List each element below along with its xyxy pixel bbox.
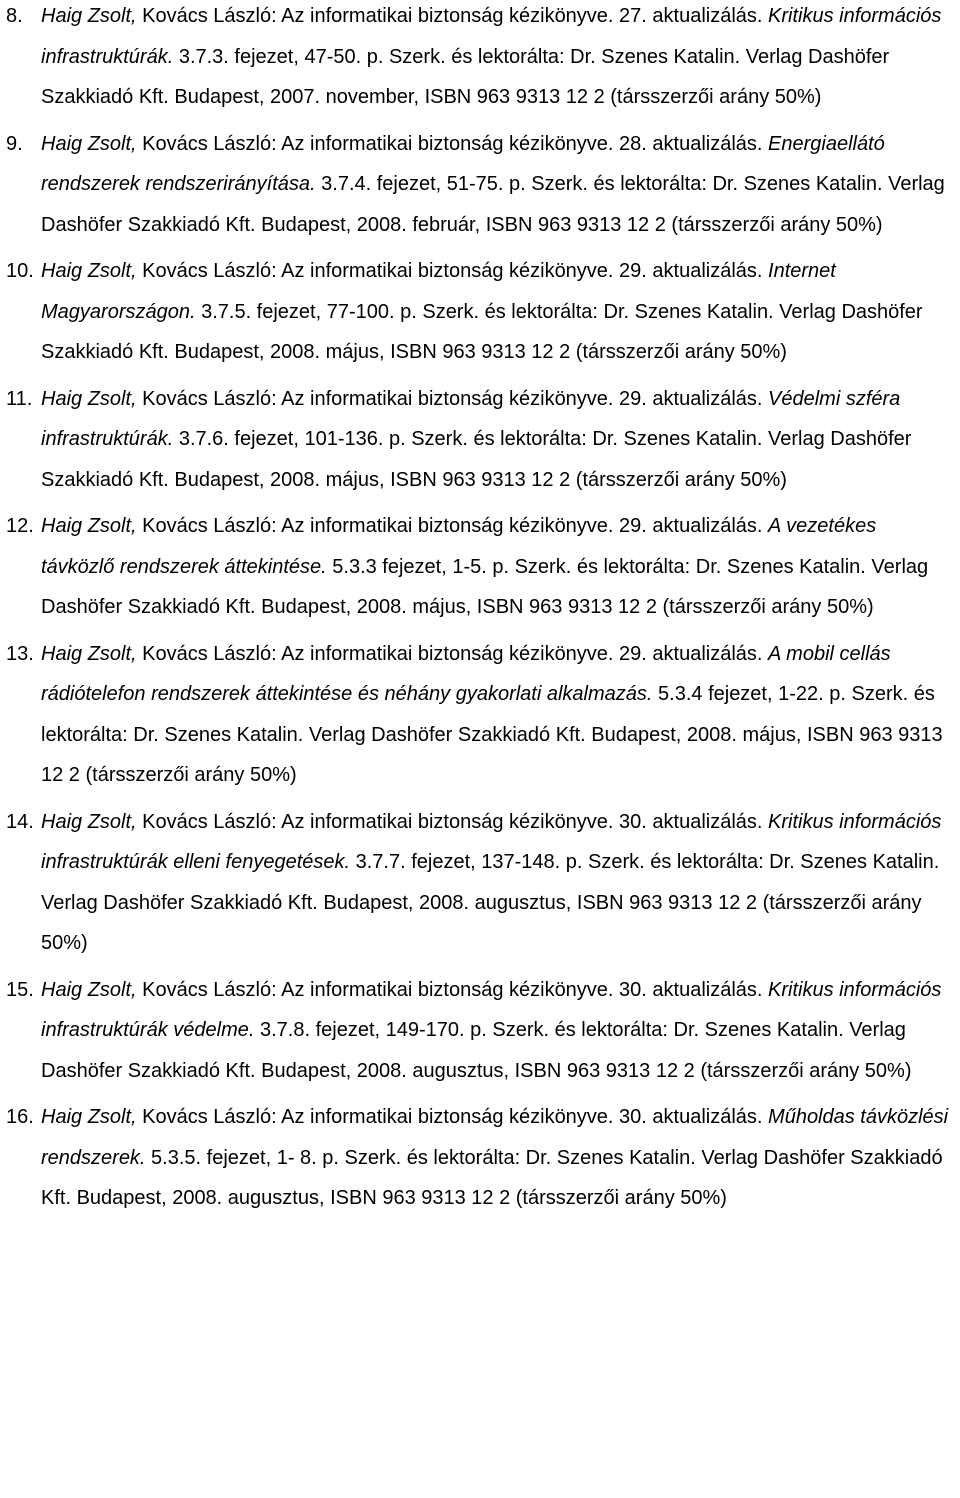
reference-details: 3.7.3. fejezet, 47-50. p. Szerk. és lektorálta: Dr. Szenes Katalin. Verlag Dashöfer Szakkiadó Kft. Budapest, 2007. november, ISBN 963 9313 12 2 (társszerzői arány 50%) [41, 45, 890, 108]
reference-source: Kovács László: Az informatikai biztonság kézikönyve. 29. aktualizálás. [136, 387, 769, 410]
reference-title: Kritikus információs infrastruktúrák. [41, 5, 942, 68]
reference-title: Kritikus információs infrastruktúrák elleni fenyegetések. [41, 810, 942, 873]
reference-number: 9. [6, 132, 23, 155]
reference-title: Védelmi szféra infrastruktúrák. [41, 387, 901, 450]
reference-text [41, 124, 952, 246]
reference-text [41, 1097, 952, 1219]
reference-item [0, 802, 960, 964]
reference-item [0, 634, 960, 796]
reference-number: 14. [6, 810, 34, 833]
reference-title: A mobil cellás rádiótelefon rendszerek áttekintése és néhány gyakorlati alkalmazás. [41, 642, 891, 705]
reference-details: 3.7.8. fejezet, 149-170. p. Szerk. és lektorálta: Dr. Szenes Katalin. Verlag Dashöfer Szakkiadó Kft. Budapest, 2008. augusztus, ISBN 963 9313 12 2 (társszerzői arány 50%) [41, 1019, 912, 1082]
reference-details: 3.7.7. fejezet, 137-148. p. Szerk. és lektorálta: Dr. Szenes Katalin. Verlag Dashöfer Szakkiadó Kft. Budapest, 2008. augusztus, ISBN 963 9313 12 2 (társszerzői arány 50%) [41, 851, 940, 954]
reference-text [41, 634, 952, 796]
reference-details: 5.3.5. fejezet, 1- 8. p. Szerk. és lektorálta: Dr. Szenes Katalin. Verlag Dashöfer Szakkiadó Kft. Budapest, 2008. augusztus, ISBN 963 9313 12 2 (társszerzői arány 50%) [41, 1146, 943, 1209]
reference-details: 5.3.3 fejezet, 1-5. p. Szerk. és lektorálta: Dr. Szenes Katalin. Verlag Dashöfer Szakkiadó Kft. Budapest, 2008. május, ISBN 963 9313 12 2 (társszerzői arány 50%) [41, 555, 929, 618]
reference-number: 15. [6, 978, 34, 1001]
reference-source: Kovács László: Az informatikai biztonság kézikönyve. 29. aktualizálás. [136, 642, 769, 665]
reference-text [41, 379, 952, 501]
reference-number: 16. [6, 1106, 34, 1128]
reference-item [0, 0, 960, 118]
reference-author: Haig Zsolt, [41, 978, 137, 1001]
reference-item [0, 251, 960, 373]
reference-author: Haig Zsolt, [41, 132, 137, 155]
reference-text [41, 970, 952, 1092]
reference-details: 5.3.4 fejezet, 1-22. p. Szerk. és lektorálta: Dr. Szenes Katalin. Verlag Dashöfer Szakkiadó Kft. Budapest, 2008. május, ISBN 963 9313 12 2 (társszerzői arány 50%) [41, 683, 943, 786]
reference-author: Haig Zsolt, [41, 5, 137, 27]
reference-author: Haig Zsolt, [41, 1106, 137, 1128]
reference-text [41, 251, 952, 373]
reference-author: Haig Zsolt, [41, 810, 137, 833]
reference-number: 8. [6, 5, 23, 27]
reference-title: Kritikus információs infrastruktúrák védelme. [41, 978, 942, 1041]
reference-author: Haig Zsolt, [41, 260, 137, 282]
reference-title: Energiaellátó rendszerek rendszerirányítása. [41, 132, 885, 195]
reference-number: 13. [6, 642, 34, 665]
reference-text [41, 0, 952, 118]
reference-source: Kovács László: Az informatikai biztonság kézikönyve. 29. aktualizálás. [136, 260, 769, 282]
reference-title: Műholdas távközlési rendszerek. [41, 1106, 949, 1169]
reference-text [41, 506, 952, 628]
reference-source: Kovács László: Az informatikai biztonság kézikönyve. 30. aktualizálás. [136, 978, 769, 1001]
reference-details: 3.7.4. fejezet, 51-75. p. Szerk. és lektorálta: Dr. Szenes Katalin. Verlag Dashöfer Szakkiadó Kft. Budapest, 2008. február, ISBN 963 9313 12 2 (társszerzői arány 50%) [41, 173, 945, 236]
reference-source: Kovács László: Az informatikai biztonság kézikönyve. 27. aktualizálás. [136, 5, 769, 27]
reference-item [0, 124, 960, 246]
reference-item [0, 379, 960, 501]
reference-author: Haig Zsolt, [41, 642, 137, 665]
reference-source: Kovács László: Az informatikai biztonság kézikönyve. 30. aktualizálás. [136, 810, 769, 833]
reference-author: Haig Zsolt, [41, 387, 137, 410]
reference-source: Kovács László: Az informatikai biztonság kézikönyve. 28. aktualizálás. [136, 132, 769, 155]
reference-title: Internet Magyarországon. [41, 260, 836, 323]
reference-details: 3.7.6. fejezet, 101-136. p. Szerk. és lektorálta: Dr. Szenes Katalin. Verlag Dashöfer Szakkiadó Kft. Budapest, 2008. május, ISBN 963 9313 12 2 (társszerzői arány 50%) [41, 428, 912, 491]
reference-item [0, 970, 960, 1092]
reference-number: 11. [6, 387, 33, 410]
reference-item [0, 506, 960, 628]
reference-number: 12. [6, 515, 34, 537]
reference-details: 3.7.5. fejezet, 77-100. p. Szerk. és lektorálta: Dr. Szenes Katalin. Verlag Dashöfer Szakkiadó Kft. Budapest, 2008. május, ISBN 963 9313 12 2 (társszerzői arány 50%) [41, 300, 923, 363]
reference-title: A vezetékes távközlő rendszerek áttekintése. [41, 515, 877, 578]
reference-author: Haig Zsolt, [41, 515, 137, 537]
reference-number: 10. [6, 260, 34, 282]
reference-text [41, 802, 952, 964]
reference-source: Kovács László: Az informatikai biztonság kézikönyve. 30. aktualizálás. [136, 1106, 769, 1128]
reference-item [0, 1097, 960, 1219]
reference-source: Kovács László: Az informatikai biztonság kézikönyve. 29. aktualizálás. [136, 515, 769, 537]
